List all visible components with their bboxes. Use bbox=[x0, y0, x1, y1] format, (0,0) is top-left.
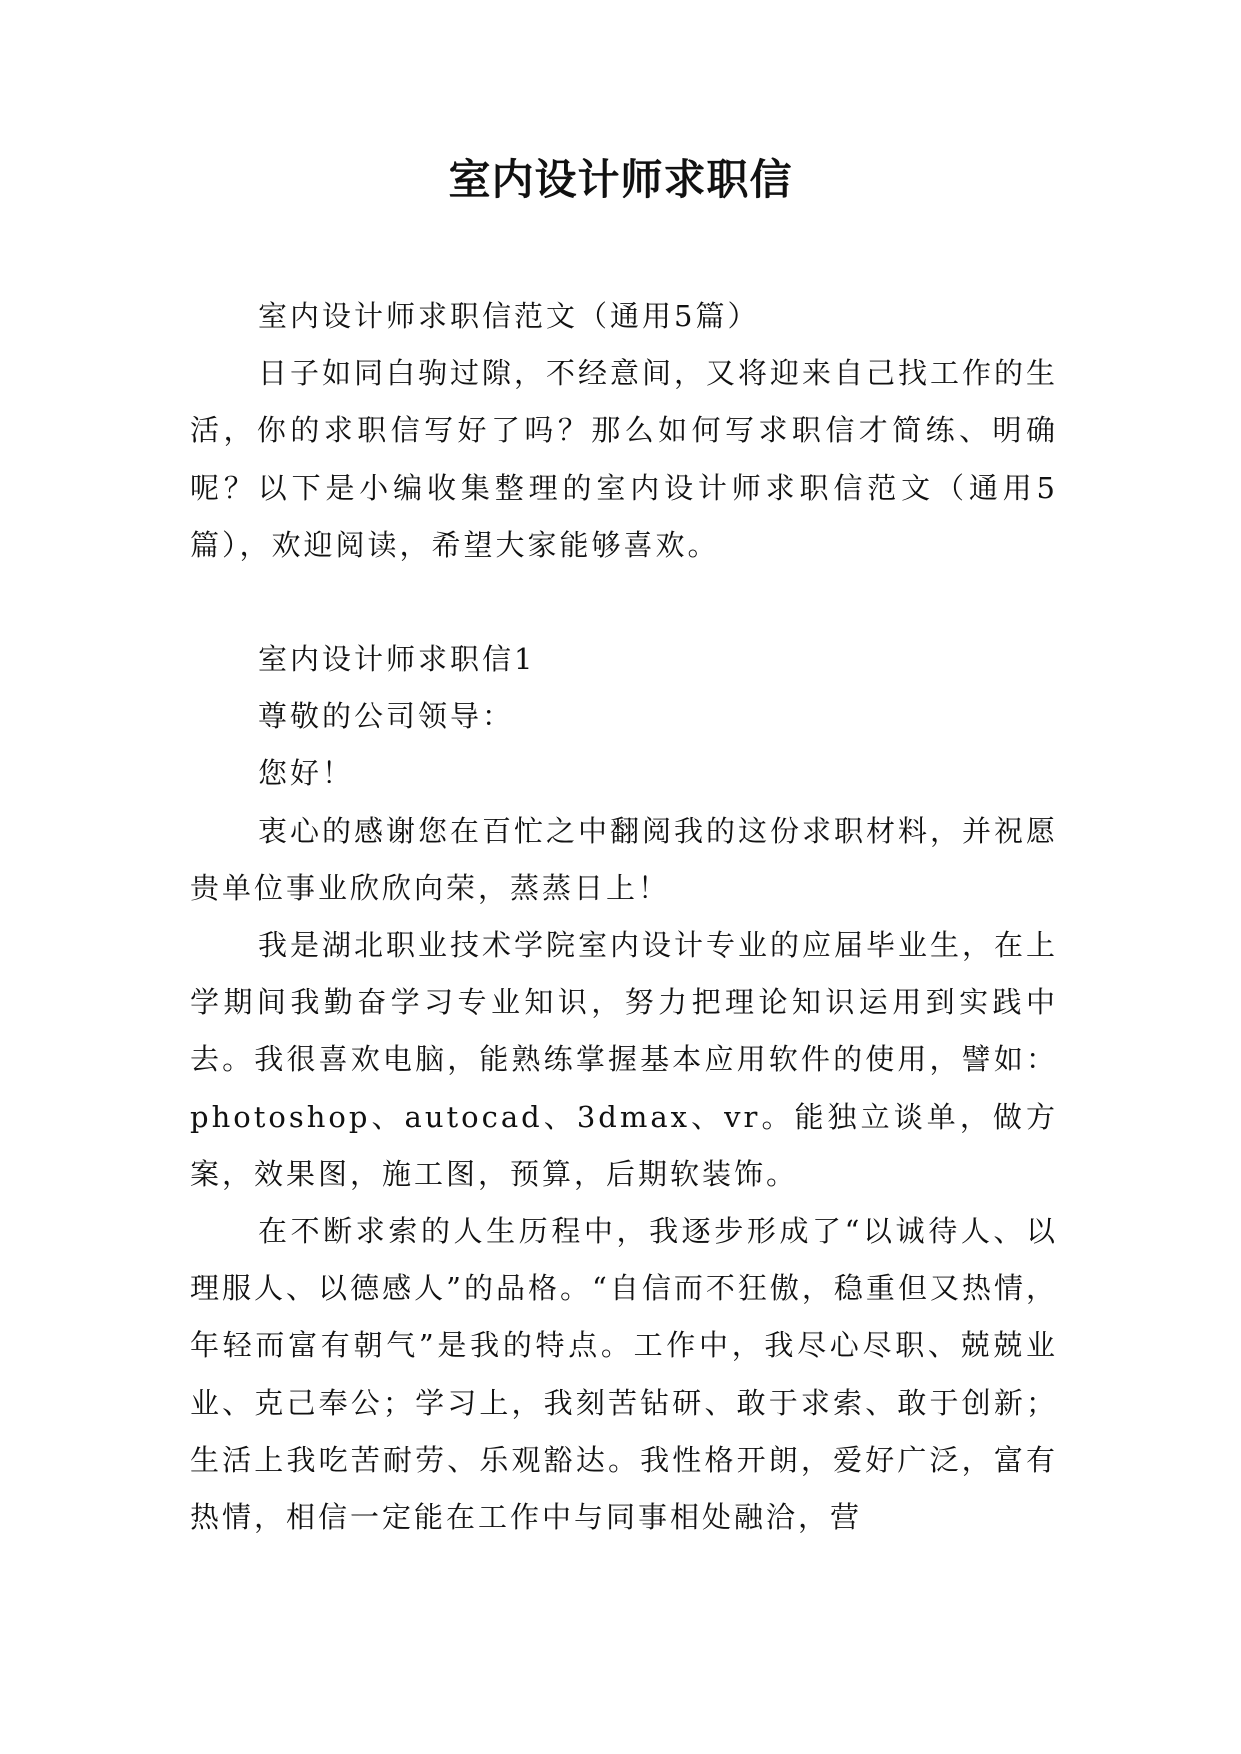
letter-paragraph-character: 在不断求索的人生历程中，我逐步形成了“以诚待人、以理服人、以德感人”的品格。“自信而不狂傲，稳重但又热情，年轻而富有朝气”是我的特点。工作中，我尽心尽职、兢兢业业、克己奉公；学习上，我刻苦钻研、敢于求索、敢于创新；生活上我吃苦耐劳、乐观豁达。我性格开朗，爱好广泛，富有热情，相信一定能在工作中与同事相处融洽，营 bbox=[190, 1214, 1058, 1535]
letter-heading: 室内设计师求职信1 bbox=[258, 642, 536, 677]
paragraph-spacer bbox=[190, 574, 1058, 631]
intro-paragraph: 日子如同白驹过隙，不经意间，又将迎来自己找工作的生活，你的求职信写好了吗？那么如何写求职信才简练、明确呢？以下是小编收集整理的室内设计师求职信范文（通用5篇），欢迎阅读，希望大家能够喜欢。 bbox=[190, 356, 1059, 562]
intro-subtitle: 室内设计师求职信范文（通用5篇） bbox=[258, 299, 760, 333]
document-body bbox=[190, 288, 1058, 1546]
letter-paragraph-thanks: 衷心的感谢您在百忙之中翻阅我的这份求职材料，并祝愿贵单位事业欣欣向荣，蒸蒸日上！ bbox=[190, 813, 1059, 905]
letter-paragraph-background: 我是湖北职业技术学院室内设计专业的应届毕业生，在上学期间我勤奋学习专业知识，努力把理论知识运用到实践中去。我很喜欢电脑，能熟练掌握基本应用软件的使用，譬如：photoshop、autocad、3dmax、vr。能独立谈单，做方案，效果图，施工图，预算，后期软装饰。 bbox=[190, 928, 1059, 1191]
letter-salutation: 尊敬的公司领导： bbox=[258, 699, 515, 734]
letter-greeting: 您好！ bbox=[258, 756, 355, 791]
document-title: 室内设计师求职信 bbox=[448, 155, 793, 204]
